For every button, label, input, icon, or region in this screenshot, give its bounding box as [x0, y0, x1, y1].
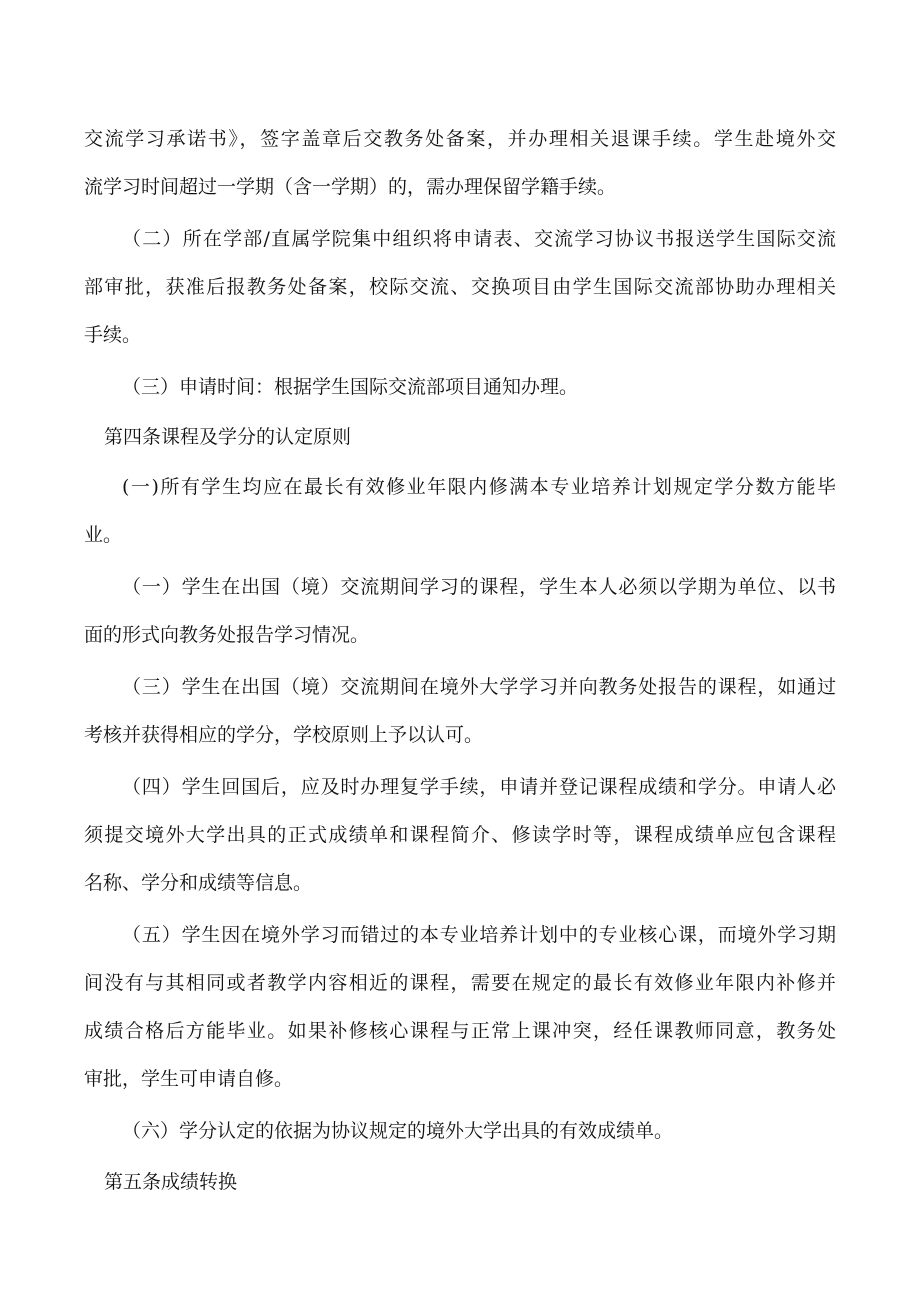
text-line: 部审批，获准后报教务处备案，校际交流、交换项目由学生国际交流部协助办理相关	[84, 276, 836, 298]
text-line: 成绩合格后方能毕业。如果补修核心课程与正常上课冲突，经任课教师同意，教务处	[84, 1020, 836, 1042]
text-line: 面的形式向教务处报告学习情况。	[84, 624, 370, 646]
text-line: 流学习时间超过一学期（含一学期）的，需办理保留学籍手续。	[84, 176, 617, 198]
section-heading: 第五条成绩转换	[104, 1171, 238, 1193]
text-line: 手续。	[84, 324, 142, 346]
text-line: (一)所有学生均应在最长有效修业年限内修满本专业培养计划规定学分数方能毕	[122, 476, 836, 498]
text-line: 须提交境外大学出具的正式成绩单和课程简介、修读学时等，课程成绩单应包含课程	[84, 824, 836, 846]
text-line: 考核并获得相应的学分，学校原则上予以认可。	[84, 724, 484, 746]
text-line: （三）学生在出国（境）交流期间在境外大学学习并向教务处报告的课程，如通过	[122, 676, 836, 698]
text-line: 名称、学分和成绩等信息。	[84, 872, 313, 894]
text-line: （六）学分认定的依据为协议规定的境外大学出具的有效成绩单。	[122, 1120, 674, 1142]
text-line: 交流学习承诺书》，签字盖章后交教务处备案，并办理相关退课手续。学生赴境外交	[84, 128, 836, 150]
text-line: （二）所在学部/直属学院集中组织将申请表、交流学习协议书报送学生国际交流	[122, 228, 836, 250]
text-line: （三）申请时间：根据学生国际交流部项目通知办理。	[122, 376, 579, 398]
text-line: 业。	[84, 524, 123, 546]
text-line: （四）学生回国后，应及时办理复学手续，申请并登记课程成绩和学分。申请人必	[122, 776, 836, 798]
text-line: （一）学生在出国（境）交流期间学习的课程，学生本人必须以学期为单位、以书	[122, 576, 836, 598]
text-line: （五）学生因在境外学习而错过的本专业培养计划中的专业核心课，而境外学习期	[122, 924, 836, 946]
section-heading: 第四条课程及学分的认定原则	[104, 426, 352, 448]
text-line: 间没有与其相同或者教学内容相近的课程，需要在规定的最长有效修业年限内补修并	[84, 972, 836, 994]
text-line: 审批，学生可申请自修。	[84, 1068, 294, 1090]
